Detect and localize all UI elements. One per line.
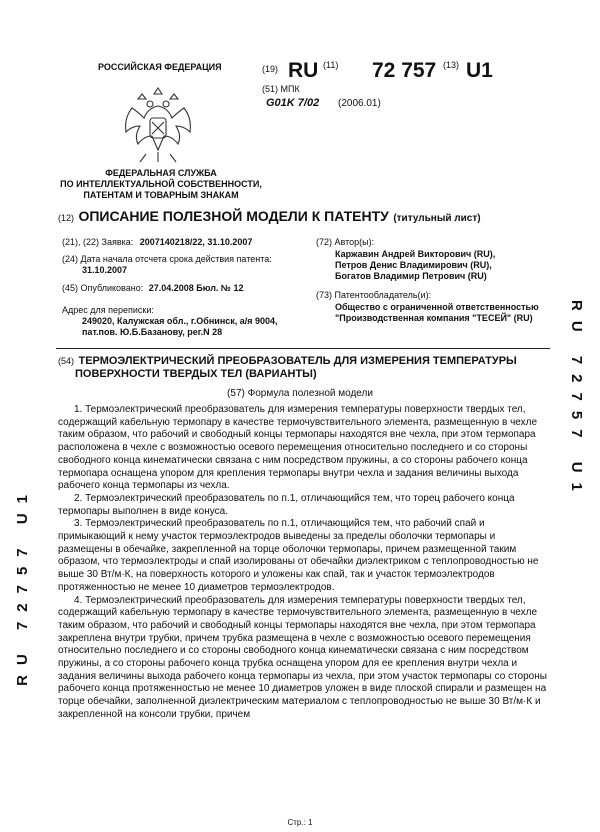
claim-1: 1. Термоэлектрический преобразователь для измерения температуры поверхности твердых тел, содержащий кабельную термопару в качестве термочувствительного элемента, размещенную в чехле таким образом, что рабочий и свободный концы термопары находятся вне чехла, при этом термопара расположена в чехле с возможностью осевого перемещения относительно последнего и со стороны свободного конца кинематически связана с ним посредством пружины, а со стороны рабочего конца термопара оснащена упором для крепления термопары внутри чехла и задания величины выхода рабочего конца термопары из чехла. bbox=[58, 404, 538, 492]
ipc-class: G01K 7/02 bbox=[266, 97, 320, 109]
author-1: Каржавин Андрей Викторович (RU), bbox=[335, 249, 496, 259]
address-line-2: пат.пов. Ю.Б.Базанову, рег.N 28 bbox=[82, 327, 223, 337]
owner-label: (73) Патентообладатель(и): bbox=[316, 290, 432, 300]
ipc-label: (51) МПК bbox=[262, 84, 300, 94]
agency-name bbox=[56, 168, 266, 201]
claim-4: 4. Термоэлектрический преобразователь для измерения температуры поверхности твердых тел, содержащий кабельную термопару в качестве термочувствительного элемента, размещенную в чехле таким образом, что рабочий и свободный концы термопары находятся вне чехла, при этом термопара закреплена внутри трубки, причем трубка размещена в чехле с возможностью осевого перемещения относительно последнего и со стороны свободного конца кинематически связана с ним посредством пружины, а со стороны рабочего конца трубка оснащена упором для ее крепления внутри чехла и задания величины выхода рабочего конца термопары из чехла, при этом участок термопары со стороны рабочего конца протяженностью не менее 10 диаметров уложен в виде плоской спирали и размещен на торце обечайки, заполненной диэлектрическим материалом с теплопроводностью не выше 30 Вт/м·К и закрепленной на консоли трубки, причем bbox=[58, 594, 547, 720]
publication-label: (45) Опубликовано: bbox=[62, 283, 144, 293]
application-value: 2007140218/22, 31.10.2007 bbox=[139, 237, 253, 247]
agency-line-2: ПО ИНТЕЛЛЕКТУАЛЬНОЙ СОБСТВЕННОСТИ, bbox=[60, 179, 262, 189]
left-margin-code: RU 72757 U1 bbox=[14, 485, 31, 686]
author-2: Петров Денис Владимирович (RU), bbox=[335, 260, 492, 270]
page-number: Стр.: 1 bbox=[287, 818, 313, 827]
country-code: RU bbox=[288, 59, 319, 82]
document-title bbox=[58, 208, 481, 226]
document-title-text: ОПИСАНИЕ ПОЛЕЗНОЙ МОДЕЛИ К ПАТЕНТУ bbox=[78, 208, 389, 224]
application-row bbox=[62, 237, 252, 247]
ipc-version: (2006.01) bbox=[338, 98, 381, 109]
authors-label: (72) Автор(ы): bbox=[316, 237, 375, 247]
claims-heading: (57) Формула полезной модели bbox=[227, 388, 373, 399]
agency-line-1: ФЕДЕРАЛЬНАЯ СЛУЖБА bbox=[105, 168, 217, 178]
author-3: Богатов Владимир Петрович (RU) bbox=[335, 271, 487, 281]
inid-code-11: (11) bbox=[323, 60, 339, 70]
inid-code-54: (54) bbox=[58, 356, 75, 366]
owner-line-2: "Производственная компания "ТЕСЕЙ" (RU) bbox=[335, 313, 533, 323]
invention-title-line-1: ТЕРМОЭЛЕКТРИЧЕСКИЙ ПРЕОБРАЗОВАТЕЛЬ ДЛЯ ИЗМЕРЕНИЯ ТЕМПЕРАТУРЫ bbox=[78, 355, 517, 367]
right-margin-code: RU 72757 U1 bbox=[568, 300, 585, 501]
section-divider bbox=[56, 348, 550, 349]
inid-code-13: (13) bbox=[443, 60, 460, 70]
kind-code: U1 bbox=[466, 59, 493, 82]
claim-3: 3. Термоэлектрический преобразователь по п.1, отличающийся тем, что рабочий спай и примыкающий к нему участок термоэлектродов выведены за пределы оболочки термопары и размещены в обечайке, закрепленной на торце оболочки термопары, причем размещенной таким образом, что термоэлектроды и спай изолированы от обечайки диэлектриком с теплопроводностью не выше 30 Вт/м·К, на поверхность которого и уложены как спай, так и участок термоэлектродов протяженностью не менее 10 диаметров термоэлектродов. bbox=[58, 518, 539, 593]
address-label: Адрес для переписки: bbox=[62, 305, 154, 315]
invention-title bbox=[58, 353, 517, 381]
invention-title-line-2: ПОВЕРХНОСТИ ТВЕРДЫХ ТЕЛ (ВАРИАНТЫ) bbox=[75, 368, 317, 380]
country-name: РОССИЙСКАЯ ФЕДЕРАЦИЯ bbox=[98, 62, 222, 72]
term-start-label: (24) Дата начала отсчета срока действия патента: bbox=[62, 254, 272, 264]
russian-emblem-icon bbox=[112, 78, 204, 170]
claims-body bbox=[58, 404, 552, 722]
address-line-1: 249020, Калужская обл., г.Обнинск, а/я 9004, bbox=[82, 316, 278, 326]
owner-line-1: Общество с ограниченной ответственностью bbox=[335, 302, 539, 312]
term-start-value: 31.10.2007 bbox=[82, 265, 128, 275]
application-label: (21), (22) Заявка: bbox=[62, 237, 134, 247]
publication-row bbox=[62, 283, 243, 293]
agency-line-3: ПАТЕНТАМ И ТОВАРНЫМ ЗНАКАМ bbox=[83, 190, 239, 200]
claim-2: 2. Термоэлектрический преобразователь по п.1, отличающийся тем, что торец рабочего конца термопары выполнен в виде конуса. bbox=[58, 492, 515, 517]
patent-number: 72 757 bbox=[372, 59, 437, 82]
publication-value: 27.04.2008 Бюл. № 12 bbox=[148, 283, 244, 293]
inid-code-12: (12) bbox=[58, 213, 75, 223]
document-subtitle: (титульный лист) bbox=[393, 213, 481, 224]
inid-code-19: (19) bbox=[262, 64, 279, 74]
